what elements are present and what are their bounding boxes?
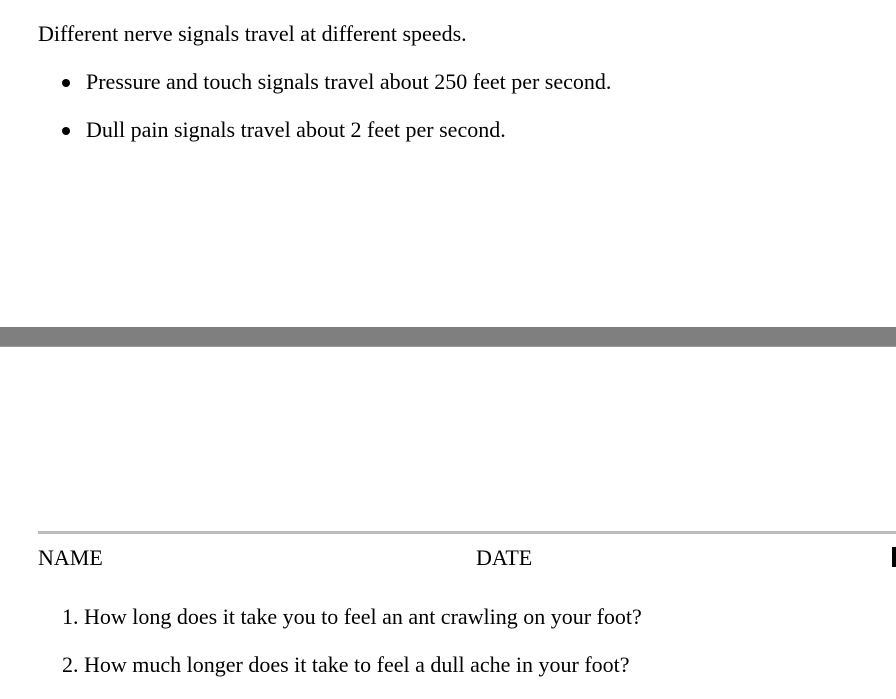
bullet-list [0, 68, 611, 164]
document-page-top [0, 0, 896, 327]
horizontal-rule [38, 531, 896, 534]
question-item: 1. How long does it take you to feel an ant crawling on your foot? [62, 604, 642, 629]
bullet-text: Dull pain signals travel about 2 feet per second. [86, 117, 506, 142]
document-page-bottom [0, 347, 896, 688]
intro-paragraph: Different nerve signals travel at different speeds. [38, 21, 467, 46]
bullet-icon [62, 79, 70, 87]
bullet-item [0, 116, 611, 164]
bullet-item [0, 68, 611, 116]
bullet-icon [62, 127, 70, 135]
question-item: 2. How much longer does it take to feel a dull ache in your foot? [62, 652, 630, 677]
question-list [0, 603, 642, 699]
date-label: DATE [476, 545, 533, 570]
page-separator [0, 327, 896, 347]
bullet-text: Pressure and touch signals travel about 250 feet per second. [86, 69, 612, 94]
name-label: NAME [38, 545, 103, 570]
clipped-glyph [892, 547, 896, 567]
